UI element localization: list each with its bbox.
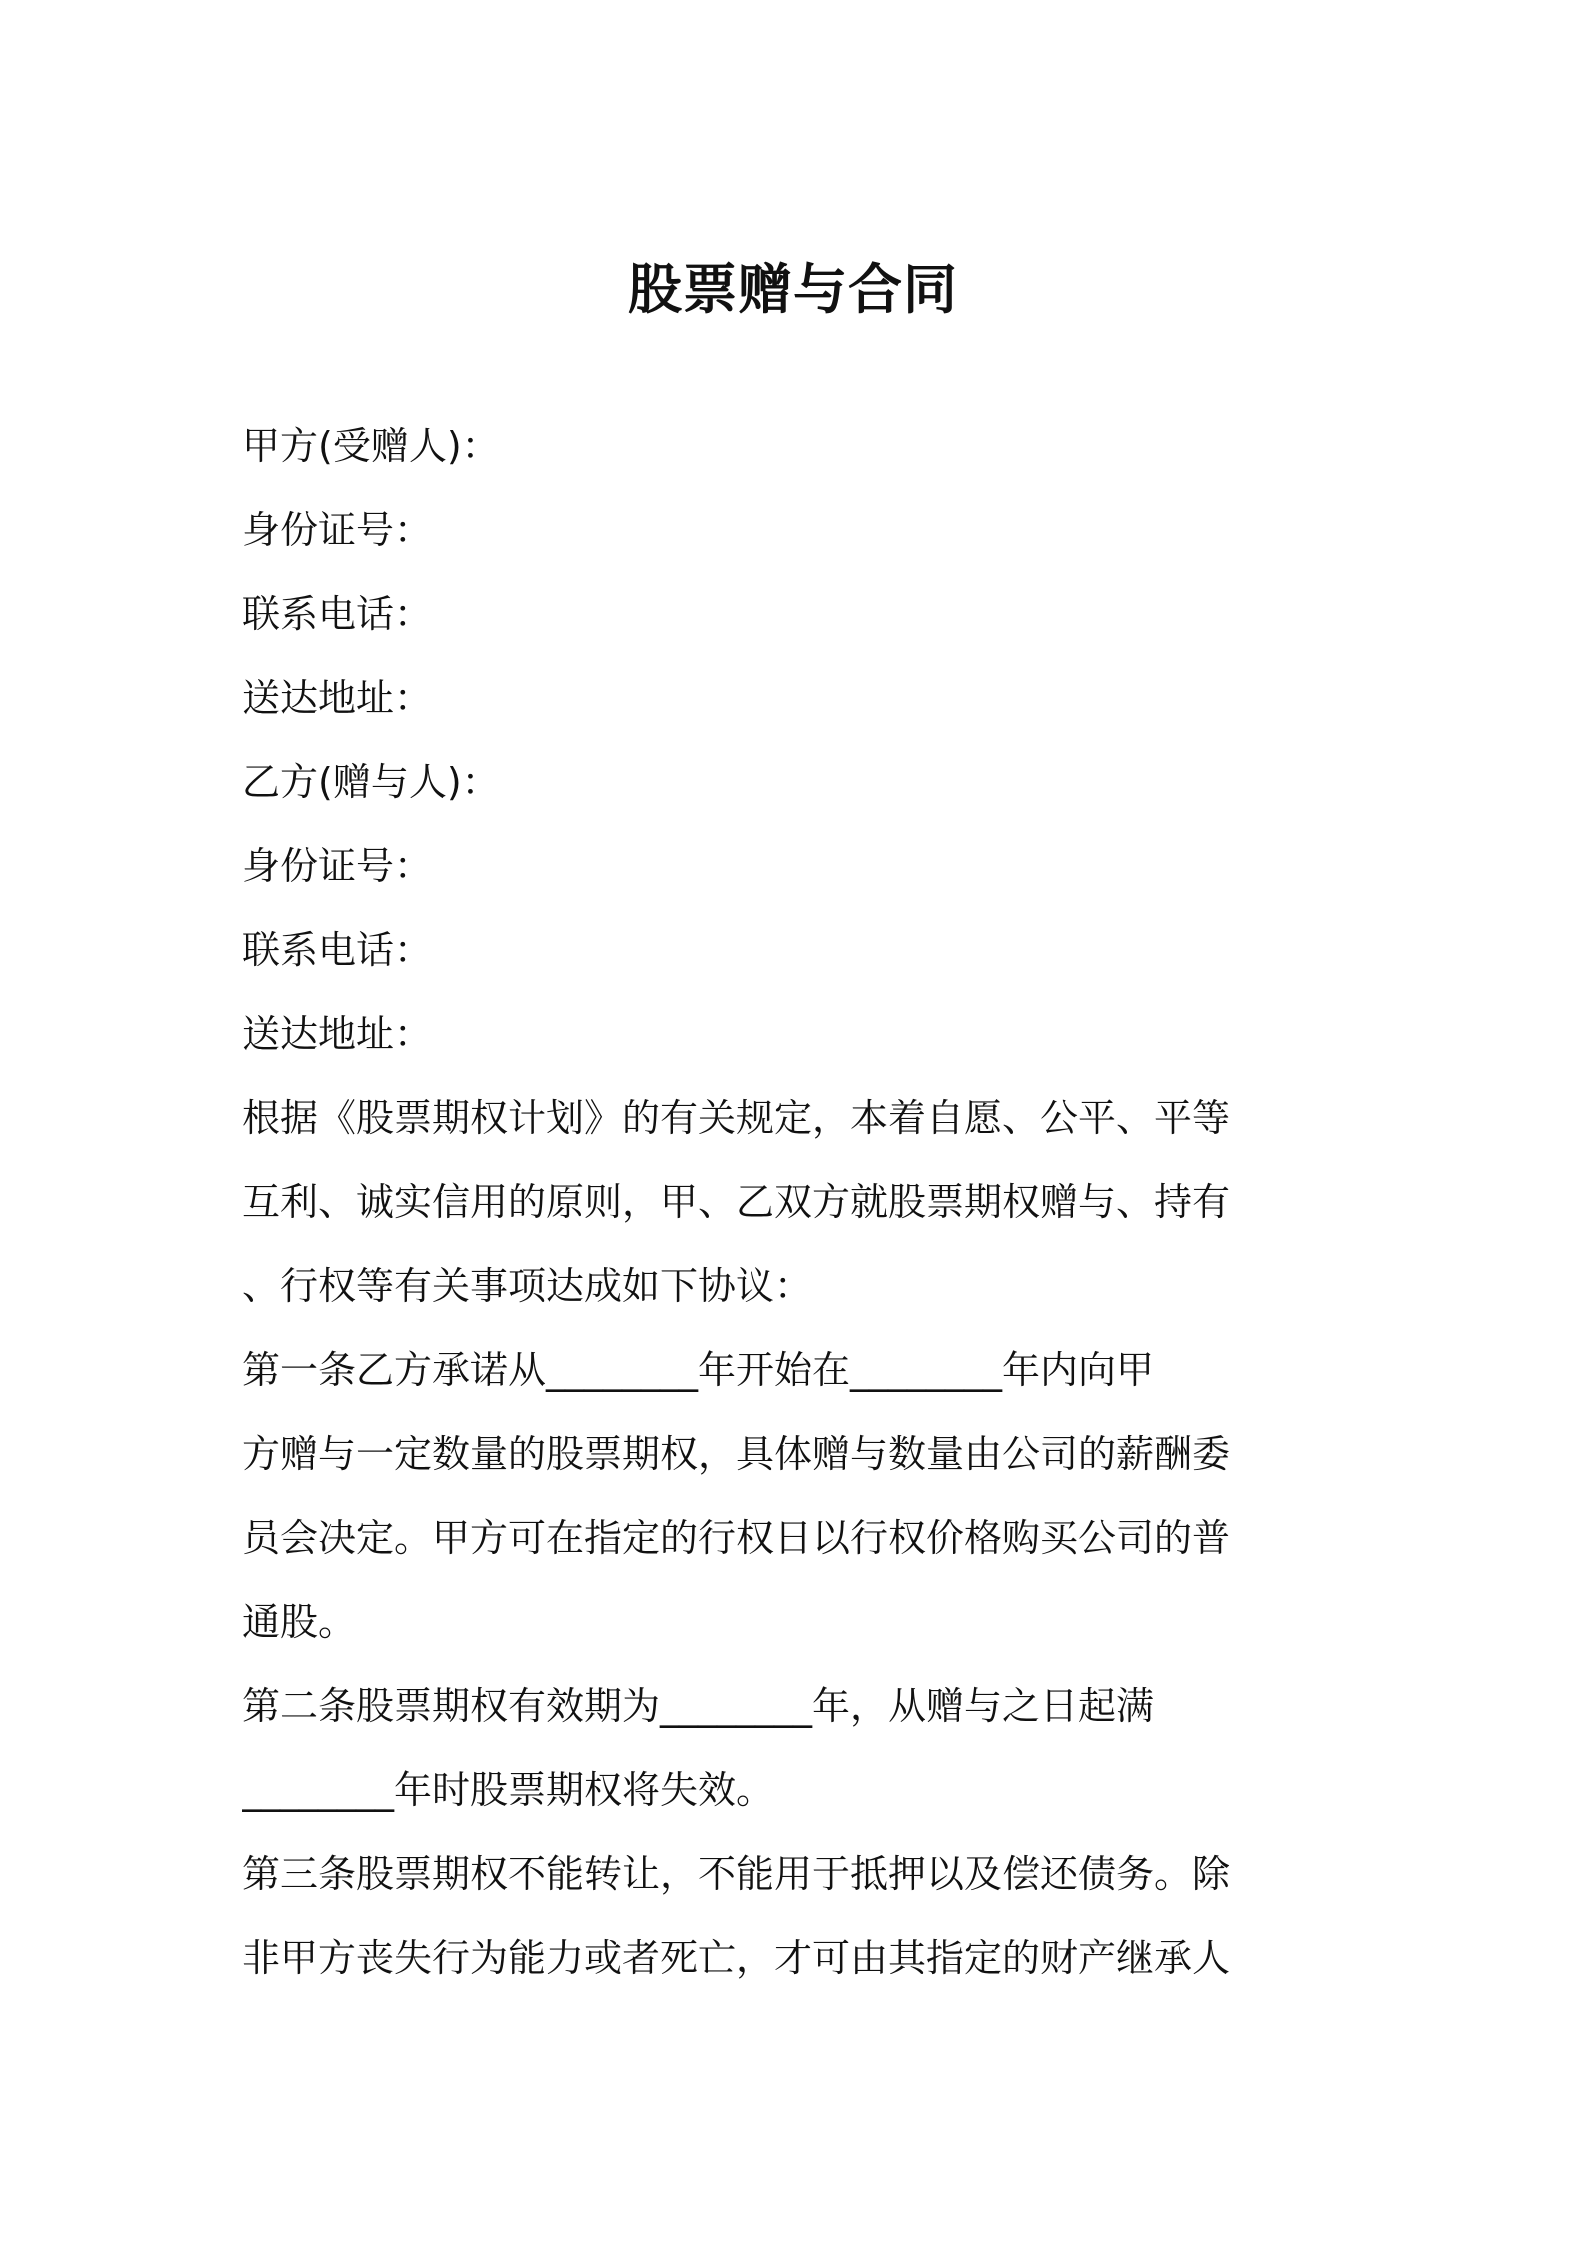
party-a-id-label: 身份证号： [242,508,433,552]
article-1-line-2: 方赠与一定数量的股票期权，具体赠与数量由公司的薪酬委 [242,1432,1231,1476]
party-b-id-label: 身份证号： [242,844,433,888]
article-1-line-4: 通股。 [242,1600,357,1644]
preamble-line-2: 互利、诚实信用的原则，甲、乙双方就股票期权赠与、持有 [242,1180,1231,1224]
preamble-line-1: 根据《股票期权计划》的有关规定，本着自愿、公平、平等 [242,1096,1231,1140]
article-2-line-1: 第二条股票期权有效期为________年，从赠与之日起满 [242,1684,1155,1728]
party-a-address-label: 送达地址： [242,676,433,720]
article-3-line-2: 非甲方丧失行为能力或者死亡，才可由其指定的财产继承人 [242,1936,1231,1980]
article-1-line-3: 员会决定。甲方可在指定的行权日以行权价格购买公司的普 [242,1516,1231,1560]
article-1-line-1: 第一条乙方承诺从________年开始在________年内向甲 [242,1348,1155,1392]
party-b-label: 乙方(赠与人)： [242,760,500,804]
party-b-address-label: 送达地址： [242,1012,433,1056]
preamble-line-3: 、行权等有关事项达成如下协议： [242,1264,813,1308]
article-2-line-2: ________年时股票期权将失效。 [242,1768,775,1812]
article-3-line-1: 第三条股票期权不能转让，不能用于抵押以及偿还债务。除 [242,1852,1231,1896]
party-a-label: 甲方(受赠人)： [242,424,500,468]
party-a-phone-label: 联系电话： [242,592,433,636]
party-b-phone-label: 联系电话： [242,928,433,972]
document-title: 股票赠与合同 [628,258,958,321]
